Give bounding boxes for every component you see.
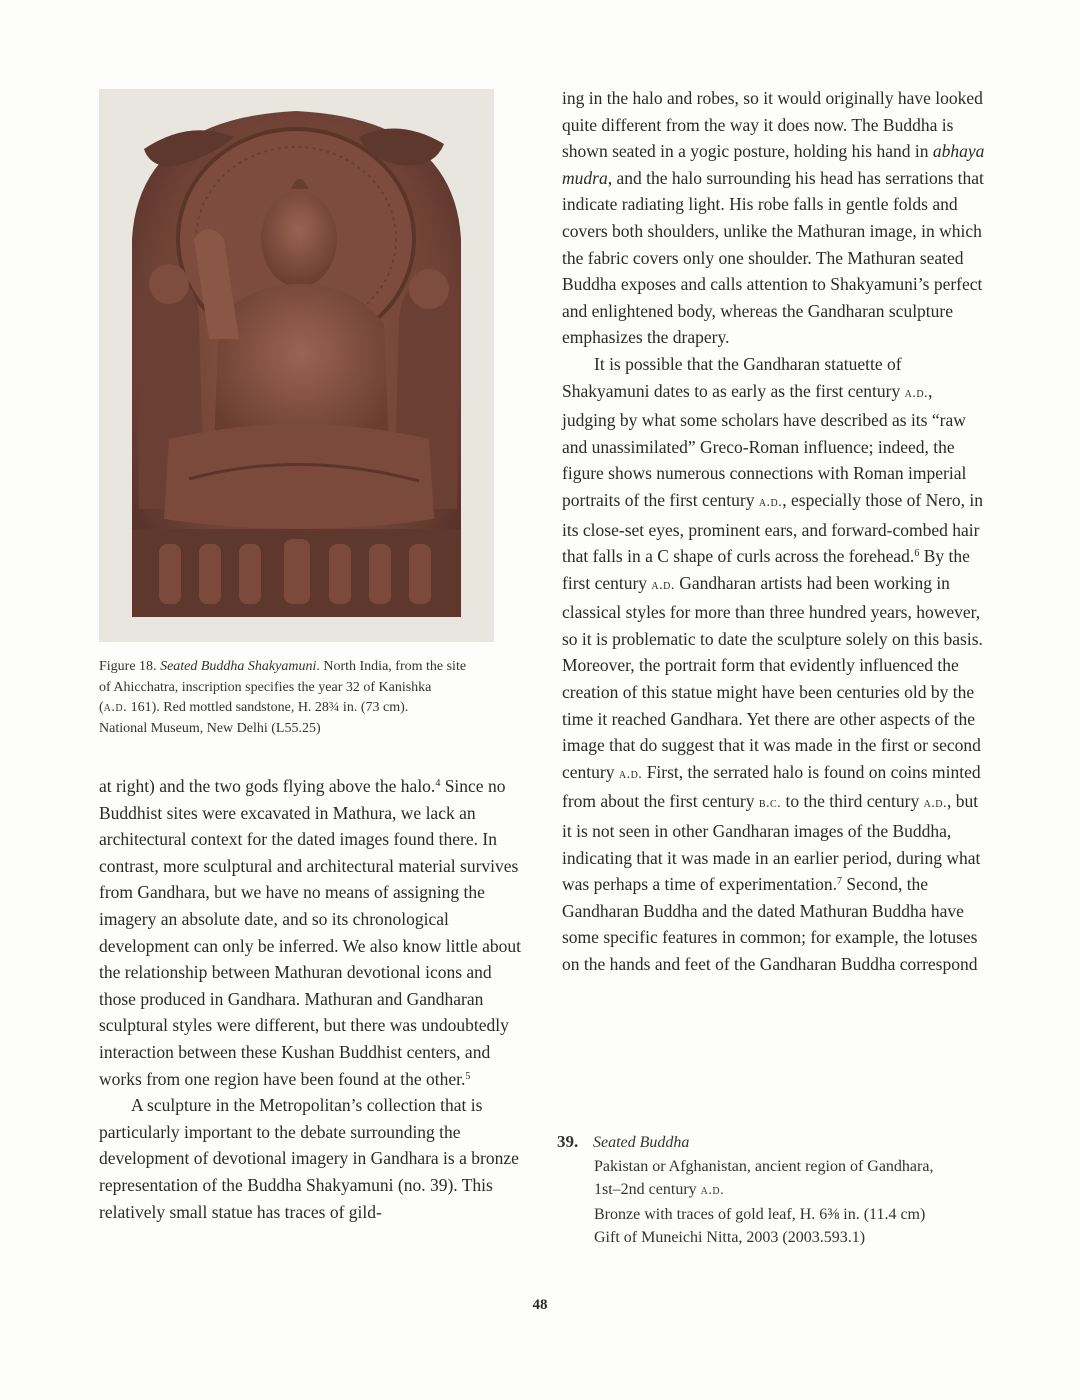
entry-line-4: Gift of Muneichi Nitta, 2003 (2003.593.1) <box>594 1229 866 1246</box>
seated-buddha-sculpture-image <box>99 89 494 642</box>
entry-line-1: Pakistan or Afghanistan, ancient region of Gandhara, <box>594 1157 934 1175</box>
left-text-column <box>99 773 524 1225</box>
right-paragraph-1: ing in the halo and robes, so it would originally have looked quite different from the way it does now. The Buddha is shown seated in a yogic posture, holding his hand in abhaya mudra, and the halo surrounding his head has serrations that indicate radiating light. His robe falls in gentle folds and covers both shoulders, unlike the Mathuran image, in which the fabric covers only one shoulder. The Mathuran seated Buddha exposes and calls attention to Shakyamuni’s perfect and enlightened body, whereas the Gandharan sculpture emphasizes the drapery. <box>562 88 985 348</box>
entry-line-3: Bronze with traces of gold leaf, H. 6⅜ in. (11.4 cm) <box>594 1205 926 1223</box>
right-text-column <box>562 85 988 978</box>
footnote-ref: 7 <box>837 876 843 888</box>
figure-caption <box>99 657 499 739</box>
catalogue-entry <box>557 1130 997 1250</box>
entry-heading <box>557 1130 997 1155</box>
entry-title: Seated Buddha <box>593 1134 690 1151</box>
caption-line-4: National Museum, New Delhi (L55.25) <box>99 720 321 736</box>
caption-line-1: Figure 18. Seated Buddha Shakyamuni. North India, from the site <box>99 659 467 674</box>
caption-title: Seated Buddha Shakyamuni <box>160 659 317 674</box>
footnote-ref: 4 <box>435 778 441 789</box>
footnote-ref: 5 <box>465 1070 471 1082</box>
page-number: 48 <box>532 1297 548 1313</box>
figure-photo <box>99 89 494 642</box>
caption-line-2: of Ahicchatra, inscription specifies the year 32 of Kanishka <box>99 679 432 695</box>
right-paragraph-2: It is possible that the Gandharan statuette of Shakyamuni dates to as early as the first century a.d., judging by what some scholars have described as its “raw and unassimilated” Greco-Roman influence; indeed, the figure shows numerous connections with Roman imperial portraits of the first century a.d., especially those of Nero, in its close-set eyes, prominent ears, and forward-combed hair that falls in a C shape of curls across the forehead.$^6$ By the first century a.d. Gandharan artists had been working in classical styles for more than three hundred years, however, so it is problematic to date the sculpture solely on this basis. Moreover, the portrait form that evidently influenced the creation of this statue might have been centuries old by the time it reached Gandhara. Yet there are other aspects of the image that do suggest that it was made in the first or second century a.d. First, the serrated halo is found on coins minted from about the first century b.c. to the third century a.d., but it is not seen in other Gandharan images of the Buddha, indicating that it was made in an earlier period, during what was perhaps a time of experimentation.$^7$ Second, the Gandharan Buddha and the dated Mathuran Buddha have some specific features in common; for example, the lotuses on the hands and feet of the Gandharan Buddha correspond <box>562 353 983 974</box>
entry-number: 39. <box>557 1132 579 1151</box>
caption-line-3: (a.d. 161). Red mottled sandstone, H. 28¾ in. (73 cm). <box>99 700 409 715</box>
left-paragraph-2: A sculpture in the Metropolitan’s collection that is particularly important to the debate surrounding the development of devotional imagery in Gandhara is a bronze representation of the Buddha Shakyamuni (no. 39). This relatively small statue has traces of gild- <box>99 1095 519 1222</box>
term-abhaya-mudra: abhaya mudra <box>562 141 985 188</box>
left-paragraph-1: at right) and the two gods flying above the halo.$^4$ Since no Buddhist sites were excavated in Mathura, we lack an architectural context for the dated images found there. In contrast, more sculptural and architectural material survives from Gandhara, but we have no means of assigning the imagery an absolute date, and so its chronological development can only be inferred. We also know little about the relationship between Mathuran devotional icons and those produced in Gandhara. Mathuran and Gandharan sculptural styles were different, but there was undoubtedly interaction between these Kushan Buddhist centers, and works from one region have been found at the other.$^5$ <box>99 776 522 1089</box>
footnote-ref: 6 <box>914 548 920 560</box>
entry-line-2: 1st–2nd century a.d. <box>594 1181 725 1198</box>
